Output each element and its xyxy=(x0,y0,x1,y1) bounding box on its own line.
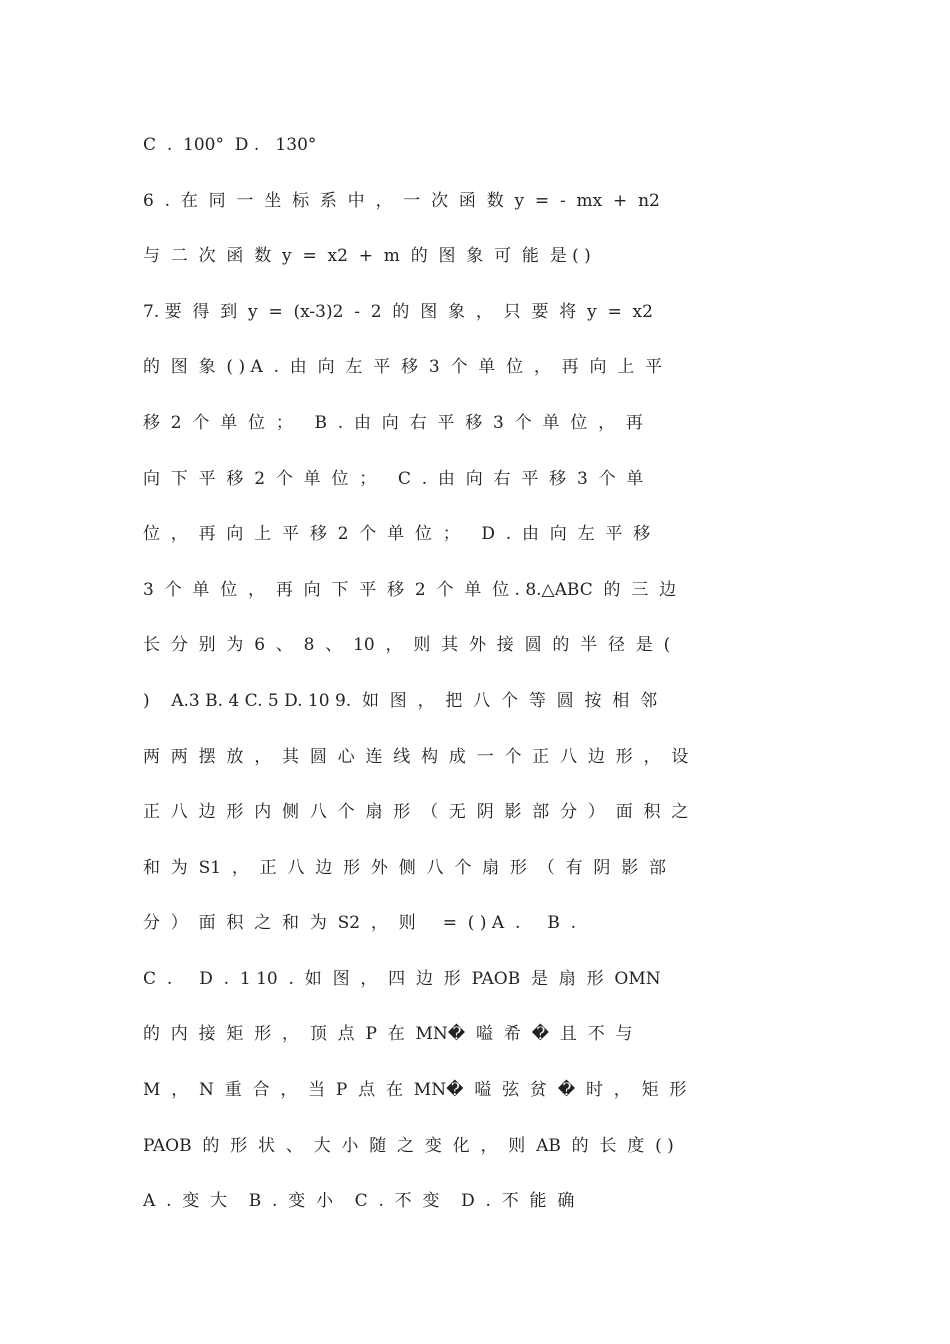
text-line: 正 八 边 形 内 侧 八 个 扇 形 （ 无 阴 影 部 分 ） 面 积 之 xyxy=(143,802,689,822)
text-line: C . 100° D . 130° xyxy=(143,135,317,155)
text-line: C . D . 1 10 . 如 图 ， 四 边 形 PAOB 是 扇 形 OMN xyxy=(143,969,661,989)
text-line: M ， N 重 合 ， 当 P 点 在 MN� 嗌 弦 贫 � 时 ， 矩 形 xyxy=(143,1080,687,1100)
text-line: 移 2 个 单 位 ； B . 由 向 右 平 移 3 个 单 位 ， 再 xyxy=(143,413,643,433)
text-line: 的 内 接 矩 形 ， 顶 点 P 在 MN� 嗌 希 � 且 不 与 xyxy=(143,1024,633,1044)
text-line: 向 下 平 移 2 个 单 位 ； C . 由 向 右 平 移 3 个 单 xyxy=(143,469,644,489)
text-line: 分 ） 面 积 之 和 为 S2 ， 则 = ( ) A . B . xyxy=(143,913,577,933)
text-line: 3 个 单 位 ， 再 向 下 平 移 2 个 单 位 . 8.△ABC 的 三 边 xyxy=(143,580,677,600)
text-line: 的 图 象 ( ) A . 由 向 左 平 移 3 个 单 位 ， 再 向 上 平 xyxy=(143,357,663,377)
text-line: 长 分 别 为 6 、 8 、 10 ， 则 其 外 接 圆 的 半 径 是 ( xyxy=(143,635,671,655)
text-line: 与 二 次 函 数 y = x2 + m 的 图 象 可 能 是 ( ) xyxy=(143,246,591,266)
text-line: 和 为 S1 ， 正 八 边 形 外 侧 八 个 扇 形 （ 有 阴 影 部 xyxy=(143,858,666,878)
text-line: A . 变 大 B . 变 小 C . 不 变 D . 不 能 确 xyxy=(143,1191,575,1211)
text-line: 位 ， 再 向 上 平 移 2 个 单 位 ； D . 由 向 左 平 移 xyxy=(143,524,651,544)
text-line: 两 两 摆 放 ， 其 圆 心 连 线 构 成 一 个 正 八 边 形 ， 设 xyxy=(143,747,689,767)
text-line: PAOB 的 形 状 、 大 小 随 之 变 化 ， 则 AB 的 长 度 ( ) xyxy=(143,1136,674,1156)
text-line: 6 . 在 同 一 坐 标 系 中 ， 一 次 函 数 y = - mx + n2 xyxy=(143,191,660,211)
text-line: 7. 要 得 到 y = (x-3)2 - 2 的 图 象 ， 只 要 将 y = x2 xyxy=(143,302,653,322)
text-line: ) A.3 B. 4 C. 5 D. 10 9. 如 图 ， 把 八 个 等 圆 按 相 邻 xyxy=(143,691,658,711)
